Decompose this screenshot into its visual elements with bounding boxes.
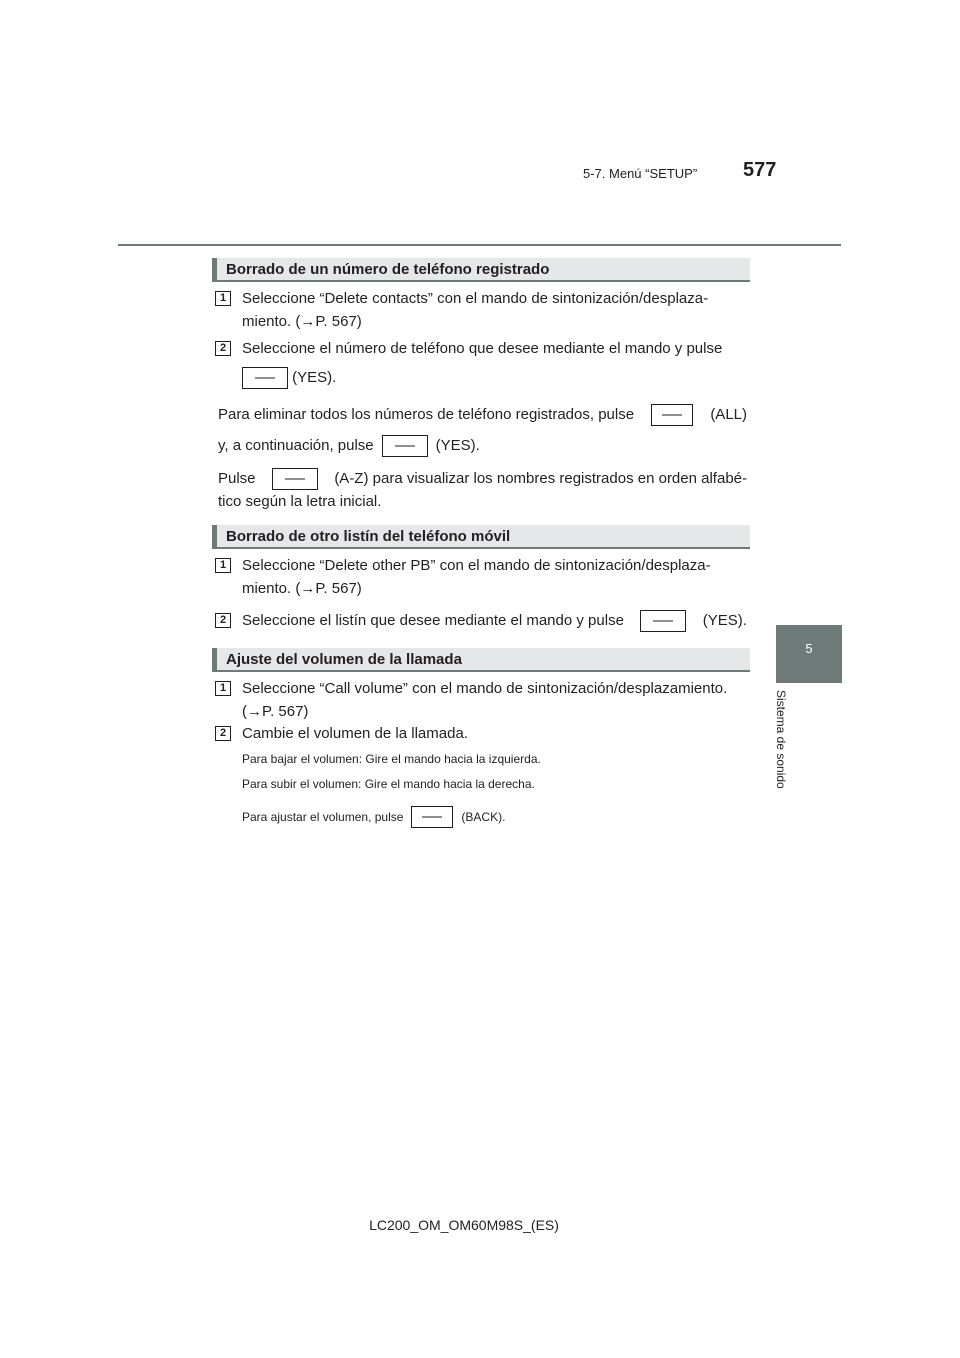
az-button-icon xyxy=(272,468,318,490)
step-text: Seleccione el listín que desee mediante el mando y pulse (YES). xyxy=(242,609,747,632)
section-heading-delete-phonebook: Borrado de otro listín del teléfono móvil xyxy=(212,525,750,549)
step-line: Seleccione el número de teléfono que desee mediante el mando y pulse xyxy=(242,340,723,357)
step-number: 2 xyxy=(215,613,231,628)
small-note: Para subir el volumen: Gire el mando hacia la derecha. xyxy=(242,777,535,791)
step-line: miento. (→P. 567) xyxy=(242,313,362,330)
small-note: Para bajar el volumen: Gire el mando hacia la izquierda. xyxy=(242,752,541,766)
step-number: 2 xyxy=(215,726,231,741)
step-text xyxy=(242,554,747,600)
section-title: 5-7. Menú “SETUP” xyxy=(583,166,698,181)
page-number: 577 xyxy=(743,159,777,181)
step-number: 1 xyxy=(215,681,231,696)
section-heading-call-volume: Ajuste del volumen de la llamada xyxy=(212,648,750,672)
step-text xyxy=(242,337,747,389)
step-number: 1 xyxy=(215,558,231,573)
step-line: (→P. 567) xyxy=(242,703,309,720)
step-line: Seleccione “Delete contacts” con el mando de sintonización/desplaza- xyxy=(242,290,709,307)
yes-button-icon xyxy=(242,367,288,389)
chapter-title-vertical xyxy=(770,690,818,810)
yes-button-icon xyxy=(382,435,428,457)
document-code: LC200_OM_OM60M98S_(ES) xyxy=(369,1217,559,1233)
step-line: Seleccione “Delete other PB” con el mando de sintonización/desplaza- xyxy=(242,557,711,574)
all-button-icon xyxy=(651,404,693,426)
note-text: Pulse (A-Z) para visualizar los nombres registrados en orden alfabé- tico según la letra inicial. xyxy=(218,467,747,513)
chapter-number: 5 xyxy=(805,641,813,656)
yes-button-icon xyxy=(640,610,686,632)
note-text: Para eliminar todos los números de teléfono registrados, pulse (ALL) y, a continuación, pulse (YES). xyxy=(218,403,747,457)
step-line: miento. (→P. 567) xyxy=(242,580,362,597)
back-button-icon xyxy=(411,806,453,828)
step-line: Seleccione “Call volume” con el mando de sintonización/desplazamiento. xyxy=(242,680,728,697)
step-number: 1 xyxy=(215,291,231,306)
step-number: 2 xyxy=(215,341,231,356)
step-line: (YES). xyxy=(242,366,747,389)
header-divider xyxy=(118,244,841,246)
small-note: Para ajustar el volumen, pulse (BACK). xyxy=(242,806,505,828)
chapter-title: Sistema de sonido xyxy=(774,690,788,789)
step-text xyxy=(242,722,747,745)
step-text xyxy=(242,287,747,333)
step-line: Cambie el volumen de la llamada. xyxy=(242,725,468,742)
section-heading-delete-number: Borrado de un número de teléfono registrado xyxy=(212,258,750,282)
step-text xyxy=(242,677,747,723)
